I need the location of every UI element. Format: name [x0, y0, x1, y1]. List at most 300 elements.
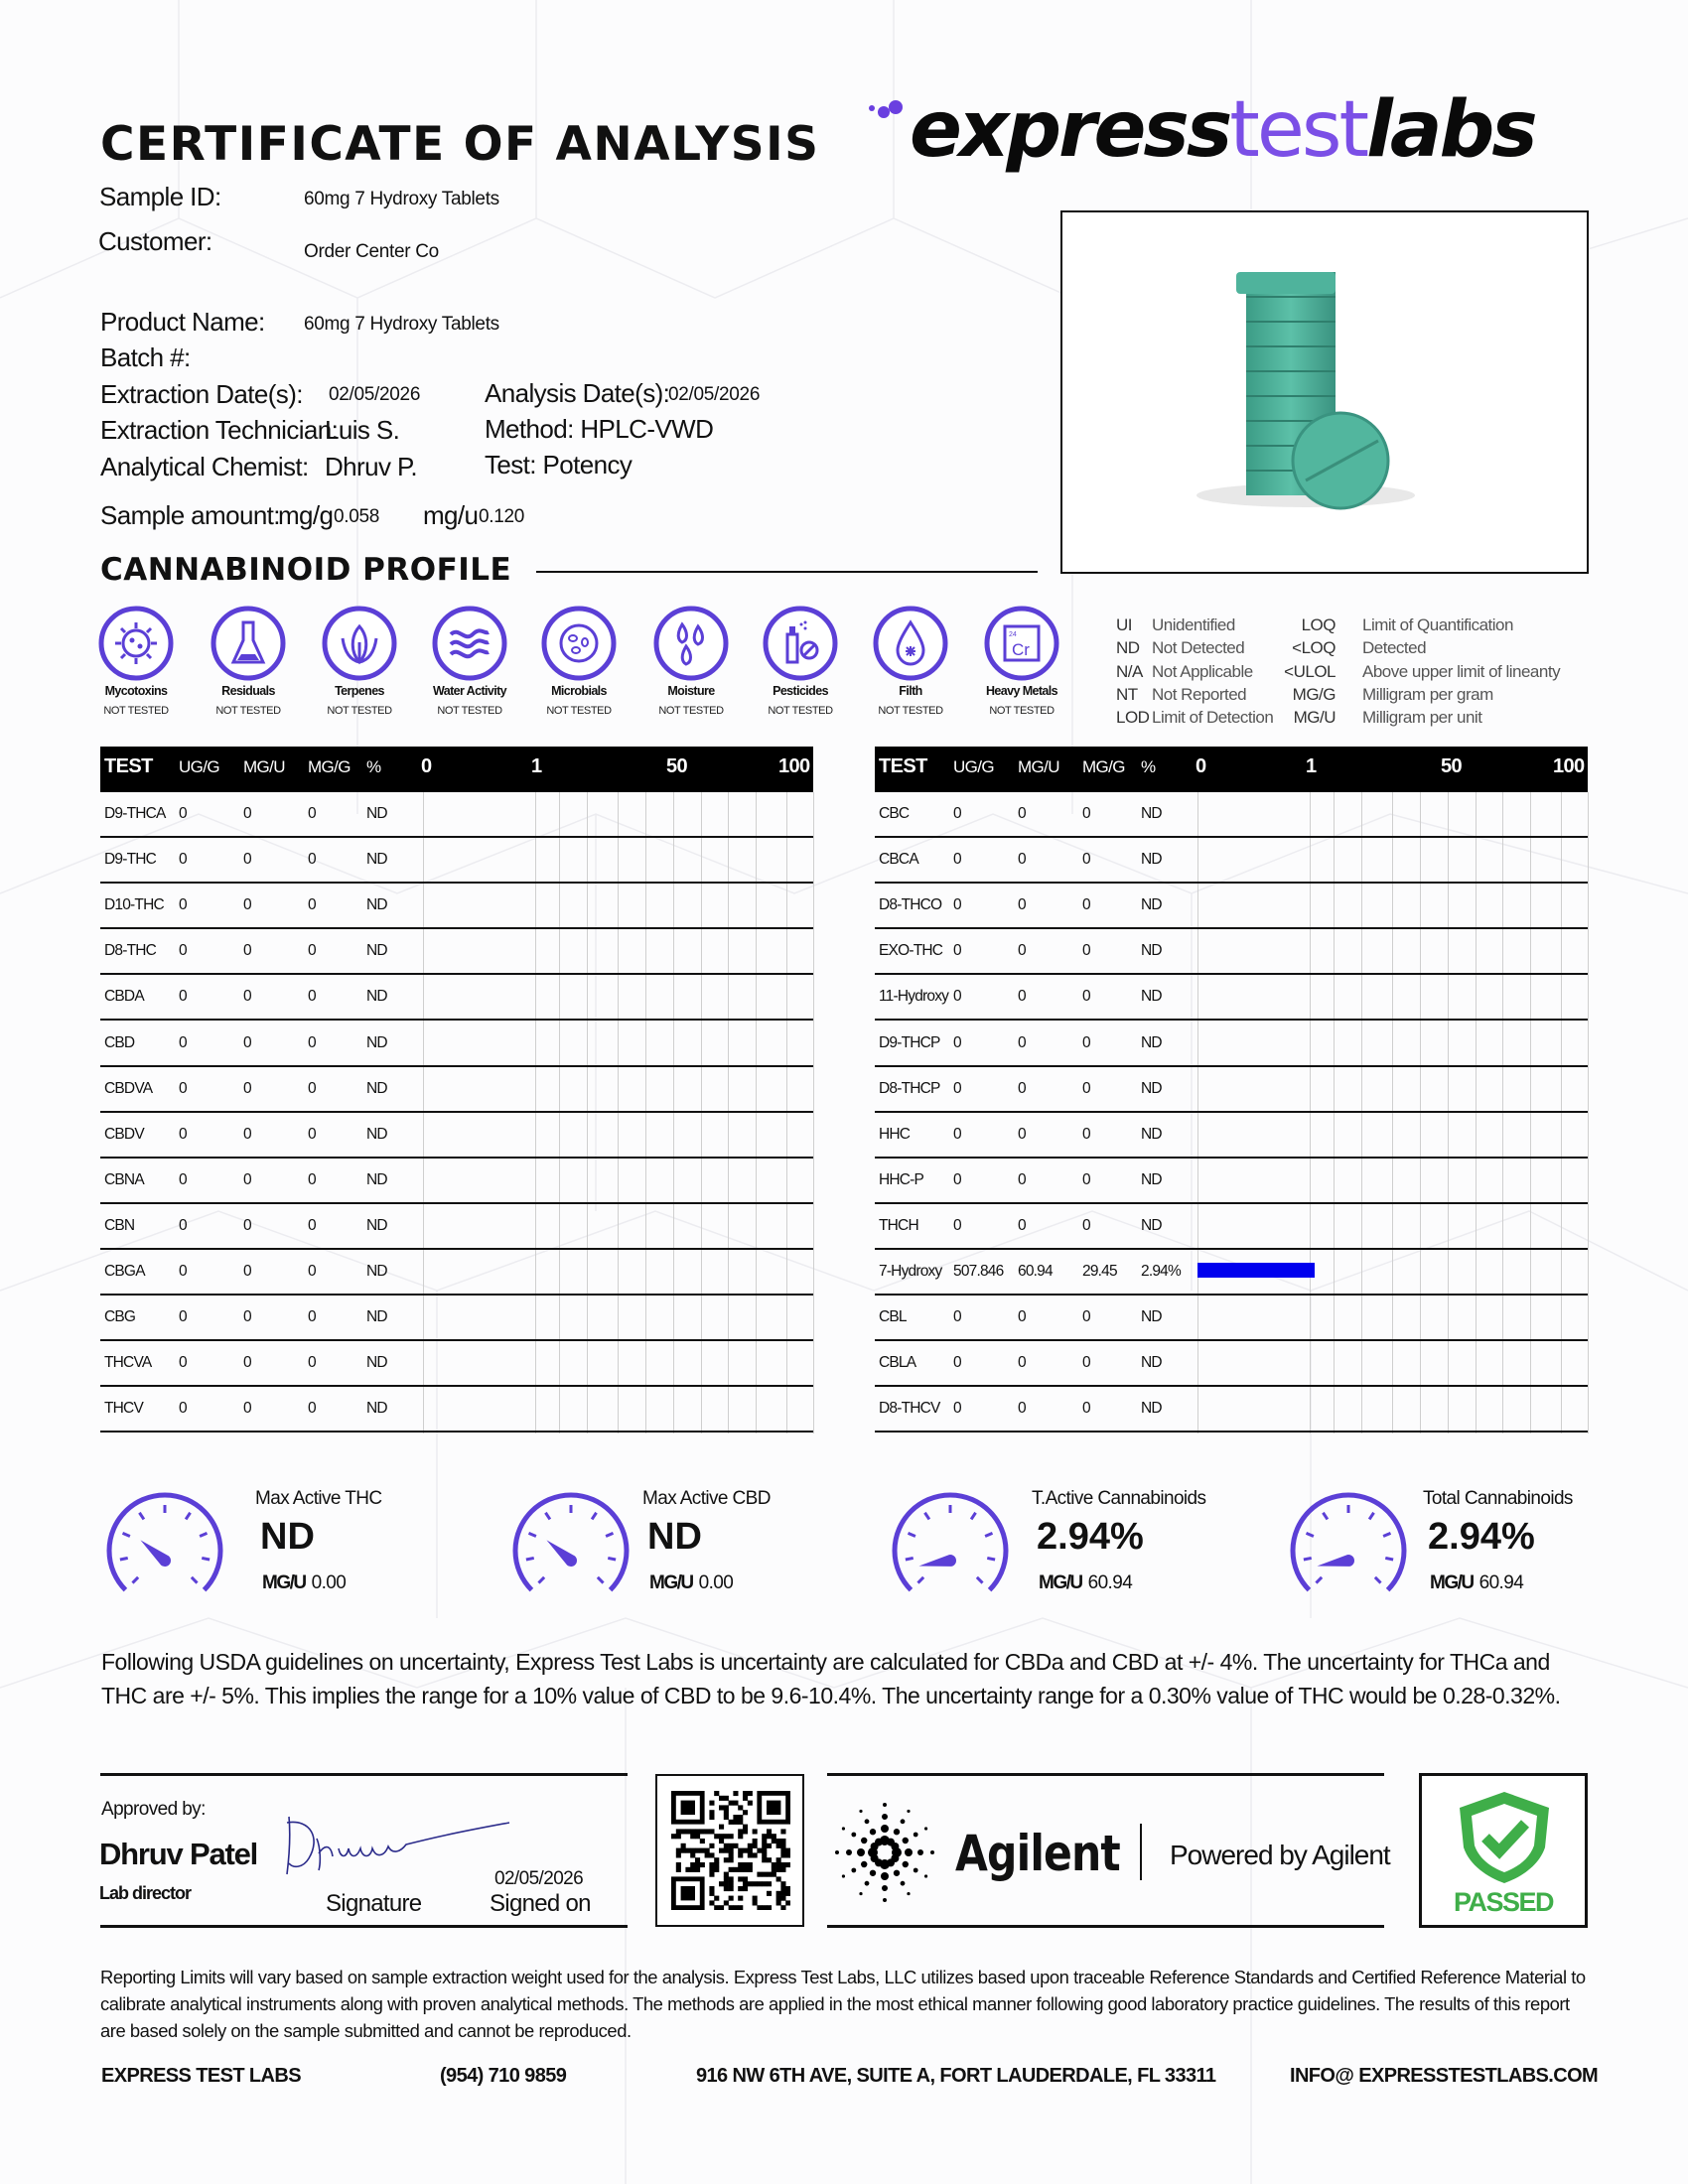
table-row	[100, 929, 813, 975]
test-status-label: NOT TESTED	[989, 705, 1055, 717]
cell-ugg: 0	[179, 1354, 187, 1372]
cell-ugg: 0	[179, 851, 187, 869]
cell-test: CBD	[104, 1033, 135, 1051]
table-row	[100, 975, 813, 1021]
cell-pct: 2.94%	[1141, 1263, 1181, 1280]
cell-mgg: 0	[308, 1033, 316, 1051]
cell-mgu: 0	[243, 1308, 251, 1326]
cell-pct: ND	[366, 1216, 387, 1234]
footer-address: 916 NW 6TH AVE, SUITE A, FORT LAUDERDALE, FL 33311	[696, 2065, 1216, 2087]
table-row	[875, 1250, 1588, 1296]
scale-tick-label: 0	[421, 755, 432, 777]
cell-test: CBL	[879, 1308, 907, 1326]
table-row	[100, 1341, 813, 1387]
test-status-label: NOT TESTED	[437, 705, 502, 717]
scale-tick-label: 100	[778, 755, 810, 777]
extraction-date-value: 02/05/2026	[329, 384, 421, 405]
table-row	[100, 838, 813, 884]
cell-pct: ND	[1141, 896, 1162, 914]
cell-mgg: 0	[1082, 1308, 1090, 1326]
table-row	[875, 929, 1588, 975]
legend-abbr: NT	[1116, 685, 1138, 704]
legend-description: Not Applicable	[1152, 662, 1253, 681]
cell-mgu: 0	[1018, 1308, 1026, 1326]
batch-label: Batch #:	[100, 342, 191, 372]
legend-abbr: N/A	[1116, 662, 1143, 681]
section-divider	[536, 571, 1038, 573]
cell-mgg: 0	[308, 1079, 316, 1097]
cell-pct: ND	[366, 1079, 387, 1097]
cell-mgg: 0	[1082, 942, 1090, 960]
table-row	[100, 1022, 813, 1067]
cell-ugg: 0	[179, 988, 187, 1006]
express-test-labs-logo: expresstestlabs	[872, 85, 1535, 175]
cell-mgg: 0	[308, 896, 316, 914]
cell-test: D8-THCV	[879, 1400, 940, 1418]
cell-ugg: 0	[953, 1354, 961, 1372]
svg-text:24: 24	[1009, 631, 1017, 638]
legend-description: Limit of Detection	[1152, 708, 1274, 727]
table-row	[875, 838, 1588, 884]
cell-pct: ND	[1141, 1033, 1162, 1051]
cell-mgu: 0	[1018, 1125, 1026, 1143]
summary-label: Total Cannabinoids	[1423, 1488, 1573, 1509]
divider	[100, 1925, 628, 1928]
cell-mgu: 0	[243, 1079, 251, 1097]
cell-ugg: 0	[953, 988, 961, 1006]
test-status-label: NOT TESTED	[327, 705, 392, 717]
signed-on-label: Signed on	[490, 1890, 591, 1917]
cell-mgu: 0	[243, 1354, 251, 1372]
table-row	[875, 1022, 1588, 1067]
cell-test: D8-THCP	[879, 1079, 940, 1097]
approved-by-label: Approved by:	[101, 1799, 206, 1820]
test-status-label: NOT TESTED	[878, 705, 943, 717]
cell-test: CBN	[104, 1216, 135, 1234]
cell-mgu: 0	[243, 1216, 251, 1234]
sample-id-value: 60mg 7 Hydroxy Tablets	[304, 189, 499, 209]
test-name-label: Heavy Metals	[985, 684, 1057, 698]
cell-test: D8-THCO	[879, 896, 942, 914]
cell-mgu: 60.94	[1018, 1263, 1053, 1280]
legend-abbr: MG/G	[1292, 685, 1336, 704]
cell-mgg: 0	[1082, 851, 1090, 869]
powered-by-agilent: Powered by Agilent	[1170, 1840, 1390, 1870]
test-status-label: NOT TESTED	[546, 705, 612, 717]
cell-mgu: 0	[243, 851, 251, 869]
agilent-brand: Agilent	[955, 1825, 1120, 1882]
legend-abbr: UI	[1116, 615, 1132, 634]
cell-ugg: 0	[953, 1079, 961, 1097]
flask-icon	[210, 605, 287, 682]
cell-mgg: 0	[1082, 1400, 1090, 1418]
gauge-icon	[506, 1489, 635, 1603]
cell-pct: ND	[1141, 1170, 1162, 1188]
mgu-value: 0.120	[479, 506, 525, 527]
cell-ugg: 0	[179, 1308, 187, 1326]
cell-ugg: 0	[953, 805, 961, 822]
legend-description: Above upper limit of lineanty	[1362, 662, 1561, 681]
cell-ugg: 0	[953, 1033, 961, 1051]
cell-ugg: 0	[179, 1400, 187, 1418]
cell-mgu: 0	[1018, 1400, 1026, 1418]
gauge-icon	[1284, 1489, 1413, 1603]
column-header: UG/G	[179, 757, 220, 776]
table-row	[100, 884, 813, 929]
legend-abbr: ND	[1116, 638, 1140, 657]
approver-role: Lab director	[99, 1883, 192, 1903]
cell-mgu: 0	[243, 1033, 251, 1051]
cell-mgg: 0	[308, 805, 316, 822]
divider	[100, 1773, 628, 1776]
cell-pct: ND	[1141, 942, 1162, 960]
test-name-label: Microbials	[551, 684, 607, 698]
table-row	[100, 1250, 813, 1296]
cell-test: HHC-P	[879, 1170, 924, 1188]
product-name-value: 60mg 7 Hydroxy Tablets	[304, 314, 499, 335]
cell-mgu: 0	[1018, 896, 1026, 914]
chromium-element-icon	[983, 605, 1060, 682]
summary-value: 2.94%	[1037, 1516, 1144, 1558]
legend-abbr: LOQ	[1301, 615, 1336, 634]
cell-test: CBC	[879, 805, 910, 822]
mgu-value: 0.00	[698, 1572, 734, 1593]
summary-value: ND	[260, 1516, 315, 1558]
extraction-date-label: Extraction Date(s):	[100, 379, 303, 409]
legend-description: Not Detected	[1152, 638, 1245, 657]
cell-mgu: 0	[1018, 1079, 1026, 1097]
grid-line	[1588, 792, 1589, 1433]
cell-mgg: 0	[1082, 896, 1090, 914]
scale-tick-label: 1	[1306, 755, 1317, 777]
cell-mgu: 0	[243, 988, 251, 1006]
cell-pct: ND	[1141, 1354, 1162, 1372]
cell-ugg: 0	[179, 1125, 187, 1143]
cell-mgg: 0	[308, 1263, 316, 1280]
cell-mgu: 0	[1018, 1170, 1026, 1188]
cell-test: 11-Hydroxy	[879, 988, 949, 1006]
chemist-label: Analytical Chemist:	[100, 452, 309, 481]
scale-tick-label: 1	[531, 755, 542, 777]
signature-label: Signature	[326, 1890, 422, 1917]
cell-test: THCH	[879, 1216, 918, 1234]
cell-ugg: 0	[953, 942, 961, 960]
column-header: MG/U	[243, 757, 285, 776]
separator	[1140, 1824, 1142, 1880]
summary-label: Max Active CBD	[642, 1488, 771, 1509]
cell-ugg: 0	[953, 1400, 961, 1418]
cell-test: CBCA	[879, 851, 918, 869]
product-name-label: Product Name:	[100, 307, 265, 337]
test-name-label: Filth	[899, 684, 922, 698]
cell-test: 7-Hydroxy	[879, 1263, 942, 1280]
legend-abbr: <LOQ	[1292, 638, 1336, 657]
test-name-label: Water Activity	[432, 684, 507, 698]
cell-ugg: 0	[953, 1125, 961, 1143]
cell-mgg: 0	[1082, 988, 1090, 1006]
cell-mgu: 0	[1018, 851, 1026, 869]
cell-pct: ND	[366, 1170, 387, 1188]
customer-value: Order Center Co	[304, 241, 439, 262]
table-header	[875, 747, 1588, 792]
cell-mgu: 0	[1018, 1033, 1026, 1051]
summary-mgu	[1430, 1572, 1523, 1594]
mgg-value: 0.058	[334, 506, 380, 527]
cell-test: CBNA	[104, 1170, 144, 1188]
cell-pct: ND	[366, 851, 387, 869]
cell-ugg: 0	[953, 851, 961, 869]
mycotoxin-icon	[97, 605, 175, 682]
cell-mgg: 0	[308, 1308, 316, 1326]
cell-mgu: 0	[243, 1125, 251, 1143]
cell-mgu: 0	[1018, 988, 1026, 1006]
table-row	[875, 1113, 1588, 1159]
cell-mgg: 0	[1082, 1079, 1090, 1097]
cell-test: HHC	[879, 1125, 911, 1143]
mgu-value: 60.94	[1478, 1572, 1524, 1593]
cell-mgg: 0	[308, 1216, 316, 1234]
signed-date: 02/05/2026	[494, 1868, 584, 1889]
cell-ugg: 0	[953, 1308, 961, 1326]
cell-mgu: 0	[1018, 1216, 1026, 1234]
cell-mgg: 0	[308, 851, 316, 869]
divider	[827, 1925, 1384, 1928]
cell-pct: ND	[366, 1125, 387, 1143]
test-type-text: Test: Potency	[485, 450, 633, 479]
cell-mgg: 0	[1082, 1354, 1090, 1372]
mgu-label: MG/U	[262, 1572, 306, 1593]
legend-abbr: LOD	[1116, 708, 1150, 727]
gauge-icon	[886, 1489, 1015, 1603]
table-row	[875, 975, 1588, 1021]
test-name-label: Mycotoxins	[104, 684, 168, 698]
results-table-right	[875, 747, 1588, 1433]
cell-mgu: 0	[1018, 942, 1026, 960]
cell-test: D9-THCP	[879, 1033, 940, 1051]
cell-mgg: 0	[308, 1170, 316, 1188]
bubbles-icon	[867, 99, 907, 129]
sample-amount-label: Sample amount:	[100, 500, 280, 530]
cell-pct: ND	[366, 1033, 387, 1051]
cell-test: THCV	[104, 1400, 143, 1418]
table-row	[100, 1067, 813, 1113]
legend-description: Limit of Quantification	[1362, 615, 1513, 634]
test-status-label: NOT TESTED	[215, 705, 281, 717]
approver-name: Dhruv Patel	[99, 1837, 258, 1871]
technician-label: Extraction Technician:	[100, 415, 339, 445]
column-header: TEST	[879, 755, 927, 777]
svg-text:Cr: Cr	[1012, 640, 1030, 659]
footer-company: EXPRESS TEST LABS	[101, 2065, 301, 2087]
cell-mgu: 0	[243, 896, 251, 914]
table-row	[875, 792, 1588, 838]
legend-description: Detected	[1362, 638, 1427, 657]
agilent-spark-logo-icon	[827, 1799, 946, 1908]
footer-phone: (954) 710 9859	[440, 2065, 567, 2087]
test-name-label: Residuals	[221, 684, 275, 698]
spray-bottle-icon	[762, 605, 839, 682]
cell-mgg: 0	[1082, 1033, 1090, 1051]
mgu-value: 60.94	[1087, 1572, 1133, 1593]
cell-test: EXO-THC	[879, 942, 943, 960]
table-row	[100, 1387, 813, 1433]
cell-pct: ND	[366, 896, 387, 914]
cell-ugg: 0	[179, 1263, 187, 1280]
cell-ugg: 0	[179, 1033, 187, 1051]
cell-mgg: 0	[1082, 1125, 1090, 1143]
table-row	[100, 792, 813, 838]
table-row	[100, 1296, 813, 1341]
cell-pct: ND	[366, 1354, 387, 1372]
mgu-label: MG/U	[1430, 1572, 1474, 1593]
cell-ugg: 0	[179, 1079, 187, 1097]
table-row	[875, 1341, 1588, 1387]
cell-test: CBDVA	[104, 1079, 153, 1097]
sample-id-label: Sample ID:	[99, 182, 221, 211]
cell-ugg: 507.846	[953, 1263, 1004, 1280]
cell-pct: ND	[366, 805, 387, 822]
cell-test: CBLA	[879, 1354, 916, 1372]
cell-mgg: 0	[308, 1354, 316, 1372]
cell-test: D9-THC	[104, 851, 157, 869]
table-row	[875, 1067, 1588, 1113]
summary-label: Max Active THC	[255, 1488, 382, 1509]
table-row	[100, 1159, 813, 1204]
summary-label: T.Active Cannabinoids	[1032, 1488, 1206, 1509]
summary-mgu	[1039, 1572, 1132, 1594]
test-name-label: Moisture	[667, 684, 715, 698]
table-row	[875, 1296, 1588, 1341]
mgu-label: MG/U	[1039, 1572, 1082, 1593]
cell-test: CBDV	[104, 1125, 144, 1143]
cell-mgu: 0	[243, 805, 251, 822]
cell-pct: ND	[1141, 1079, 1162, 1097]
gauge-icon	[100, 1489, 229, 1603]
cell-pct: ND	[366, 1308, 387, 1326]
cell-test: D9-THCA	[104, 805, 166, 822]
divider	[827, 1773, 1384, 1776]
scale-tick-label: 50	[1441, 755, 1463, 777]
table-row	[875, 1204, 1588, 1250]
mgu-label: MG/U	[649, 1572, 693, 1593]
summary-mgu	[262, 1572, 346, 1594]
legend-abbr: MG/U	[1293, 708, 1336, 727]
cell-mgu: 0	[243, 1263, 251, 1280]
cell-pct: ND	[1141, 1125, 1162, 1143]
summary-value: ND	[647, 1516, 702, 1558]
cell-mgg: 0	[1082, 1170, 1090, 1188]
column-header: %	[366, 757, 381, 776]
column-header: MG/G	[308, 757, 351, 776]
method-text: Method: HPLC-VWD	[485, 414, 714, 444]
grid-line	[813, 792, 814, 1433]
test-name-label: Pesticides	[773, 684, 828, 698]
cell-ugg: 0	[179, 1216, 187, 1234]
cell-test: CBDA	[104, 988, 144, 1006]
uncertainty-note: Following USDA guidelines on uncertainty, Express Test Labs is uncertainty are calculated for CBDa and CBD at +/- 4%. The uncertainty for THCa and THC are +/- 5%. This implies the range for a 10% value of CBD to be 9.6-10.4%. The uncertainty range for a 0.30% value of THC would be 0.28-0.32%.	[101, 1649, 1561, 1708]
column-header: %	[1141, 757, 1156, 776]
table-row	[875, 884, 1588, 929]
cell-pct: ND	[366, 942, 387, 960]
column-header: MG/U	[1018, 757, 1059, 776]
result-bar	[1197, 1263, 1315, 1278]
cell-mgg: 0	[1082, 1216, 1090, 1234]
table-header	[100, 747, 813, 792]
scale-tick-label: 0	[1196, 755, 1206, 777]
cell-pct: ND	[1141, 1400, 1162, 1418]
summary-mgu	[649, 1572, 733, 1594]
test-name-label: Terpenes	[335, 684, 384, 698]
cell-pct: ND	[366, 1263, 387, 1280]
cell-mgu: 0	[1018, 805, 1026, 822]
table-row	[875, 1159, 1588, 1204]
cell-pct: ND	[1141, 805, 1162, 822]
qr-code-box[interactable]	[655, 1774, 804, 1927]
analysis-date-value: 02/05/2026	[668, 384, 761, 405]
disclaimer: Reporting Limits will vary based on sample extraction weight used for the analysis. Express Test Labs, LLC utilizes based upon traceable Reference Standards and Certified Reference Material to calibrate analytical instruments along with proven analytical methods. The methods are applied in the most ethical manner following good laboratory practice guidelines. The results of this report are based solely on the sample submitted and cannot be reproduced.	[100, 1967, 1586, 2041]
column-header: TEST	[104, 755, 153, 777]
drop-icon	[872, 605, 949, 682]
cell-mgu: 0	[243, 942, 251, 960]
cell-ugg: 0	[953, 1216, 961, 1234]
document-title: CERTIFICATE OF ANALYSIS	[100, 117, 820, 172]
cell-test: D10-THC	[104, 896, 164, 914]
cell-pct: ND	[1141, 988, 1162, 1006]
legend-description: Milligram per unit	[1362, 708, 1482, 727]
cell-mgg: 0	[308, 942, 316, 960]
cell-pct: ND	[366, 1400, 387, 1418]
cell-pct: ND	[1141, 1308, 1162, 1326]
cell-mgg: 0	[308, 1125, 316, 1143]
shield-check-icon	[1450, 1788, 1559, 1887]
qr-code-icon	[671, 1791, 790, 1910]
cell-pct: ND	[1141, 1216, 1162, 1234]
cannabinoid-profile-heading: CANNABINOID PROFILE	[100, 552, 512, 588]
test-status-label: NOT TESTED	[768, 705, 833, 717]
customer-label: Customer:	[98, 226, 212, 256]
leaf-icon	[321, 605, 398, 682]
legend-description: Not Reported	[1152, 685, 1247, 704]
mgu-value: 0.00	[311, 1572, 347, 1593]
cell-ugg: 0	[179, 805, 187, 822]
product-image	[1060, 210, 1589, 574]
summary-value: 2.94%	[1428, 1516, 1535, 1558]
cell-ugg: 0	[953, 1170, 961, 1188]
footer-email[interactable]: INFO@ EXPRESSTESTLABS.COM	[1290, 2065, 1599, 2087]
droplets-icon	[652, 605, 730, 682]
cell-test: THCVA	[104, 1354, 152, 1372]
cell-mgg: 0	[1082, 805, 1090, 822]
cell-test: D8-THC	[104, 942, 157, 960]
column-header: MG/G	[1082, 757, 1125, 776]
cell-mgu: 0	[1018, 1354, 1026, 1372]
scale-tick-label: 50	[666, 755, 688, 777]
table-row	[100, 1113, 813, 1159]
legend-description: Unidentified	[1152, 615, 1235, 634]
cell-pct: ND	[1141, 851, 1162, 869]
signature-image	[281, 1809, 519, 1878]
test-status-label: NOT TESTED	[103, 705, 169, 717]
passed-label: PASSED	[1453, 1887, 1554, 1917]
column-header: UG/G	[953, 757, 995, 776]
cell-mgg: 0	[308, 1400, 316, 1418]
legend-abbr: <ULOL	[1284, 662, 1336, 681]
analysis-date-label: Analysis Date(s):	[485, 378, 670, 408]
cell-ugg: 0	[179, 942, 187, 960]
cell-mgg: 29.45	[1082, 1263, 1117, 1280]
test-status-label: NOT TESTED	[658, 705, 724, 717]
cell-test: CBGA	[104, 1263, 145, 1280]
